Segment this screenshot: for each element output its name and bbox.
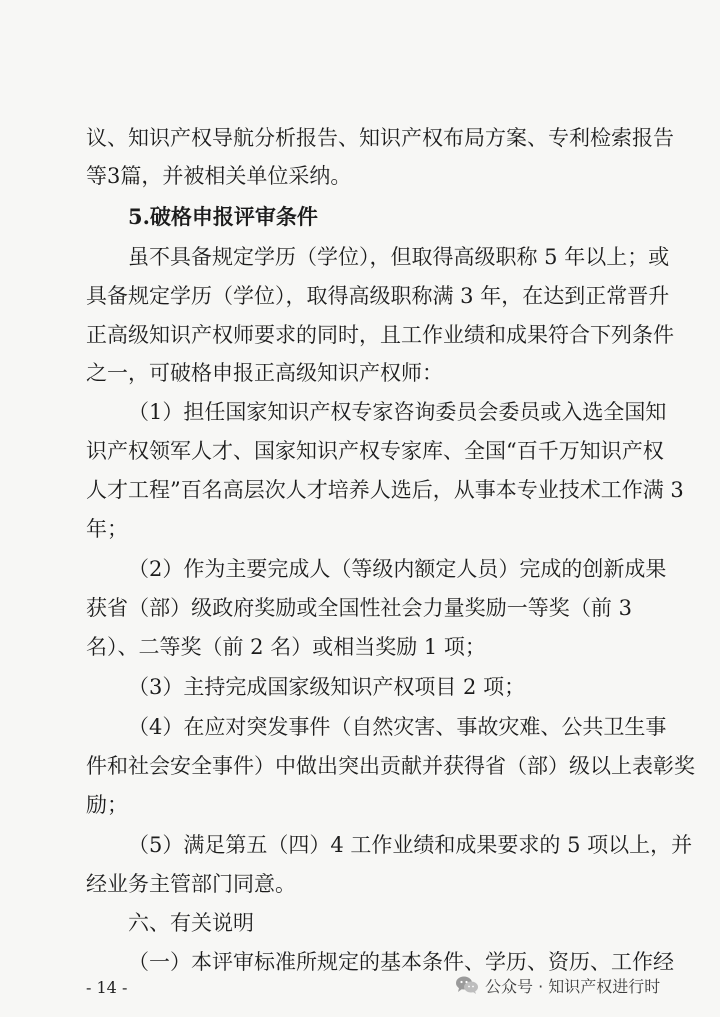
paragraph-line: 年； [86, 517, 128, 541]
paragraph-line: 件和社会安全事件）中做出突出贡献并获得省（部）级以上表彰奖 [86, 754, 695, 778]
paragraph-line: 励； [86, 793, 128, 817]
paragraph-line: （2）作为主要完成人（等级内额定人员）完成的创新成果 [128, 557, 667, 581]
paragraph-line: 议、知识产权导航分析报告、知识产权布局方案、专利检索报告 [86, 126, 674, 150]
paragraph-line: 人才工程”百名高层次人才培养人选后，从事本专业技术工作满 3 [86, 478, 684, 502]
paragraph-line: 虽不具备规定学历（学位），但取得高级职称 5 年以上；或 [128, 245, 670, 269]
paragraph-line: 识产权领军人才、国家知识产权专家库、全国“百千万知识产权 [86, 439, 664, 463]
paragraph-line: 具备规定学历（学位），取得高级职称满 3 年，在达到正常晋升 [86, 284, 670, 308]
paragraph-line: 获省（部）级政府奖励或全国性社会力量奖励一等奖（前 3 [86, 596, 632, 620]
paragraph-line: 经业务主管部门同意。 [86, 872, 296, 896]
paragraph-line: 之一，可破格申报正高级知识产权师： [86, 361, 443, 385]
wechat-icon [455, 975, 479, 995]
page-number: - 14 - [86, 978, 128, 997]
paragraph-line: 名）、二等奖（前 2 名）或相当奖励 1 项； [86, 635, 486, 659]
paragraph-line: （5）满足第五（四）4 工作业绩和成果要求的 5 项以上，并 [128, 833, 693, 857]
section-heading: 六、有关说明 [128, 911, 254, 935]
paragraph-line: （1）担任国家知识产权专家咨询委员会委员或入选全国知 [128, 400, 667, 424]
watermark [455, 972, 660, 998]
paragraph-line: （3）主持完成国家级知识产权项目 2 项； [128, 675, 526, 699]
paragraph-line: （一）本评审标准所规定的基本条件、学历、资历、工作经 [128, 950, 674, 974]
paragraph-line: 正高级知识产权师要求的同时，且工作业绩和成果符合下列条件 [86, 323, 674, 347]
paragraph-line: 等3篇，并被相关单位采纳。 [86, 164, 352, 188]
section-heading: 5.破格申报评审条件 [128, 204, 318, 229]
paragraph-line: （4）在应对突发事件（自然灾害、事故灾难、公共卫生事 [128, 715, 667, 739]
watermark-text: 公众号 · 知识产权进行时 [485, 976, 661, 996]
